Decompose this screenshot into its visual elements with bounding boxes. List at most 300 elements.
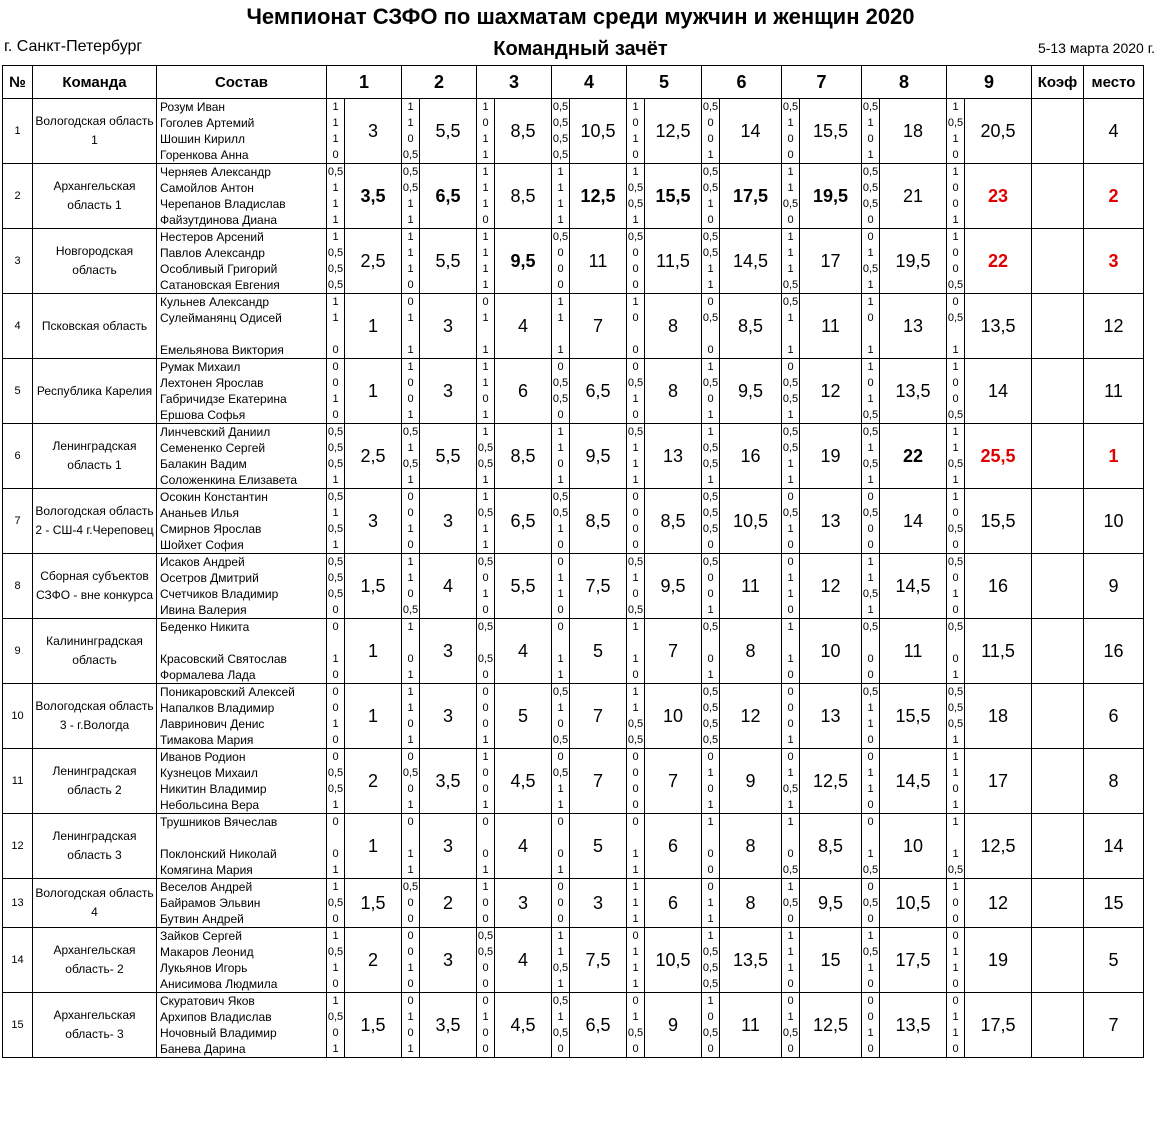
game-result: 1 bbox=[862, 245, 880, 261]
team-number: 15 bbox=[3, 993, 33, 1058]
game-result: 0 bbox=[477, 911, 495, 928]
game-result: 1 bbox=[552, 212, 570, 229]
game-result: 0,5 bbox=[862, 897, 879, 909]
game-result: 1 bbox=[947, 489, 965, 506]
game-result: 0,5 bbox=[947, 312, 964, 324]
player-name: Напалков Владимир bbox=[157, 700, 327, 716]
game-result: 0 bbox=[402, 814, 420, 831]
round-score: 10,5 bbox=[645, 928, 702, 993]
game-result: 0 bbox=[947, 147, 965, 164]
game-result: 1 bbox=[782, 229, 800, 246]
game-result: 0 bbox=[702, 570, 720, 586]
game-result: 0 bbox=[862, 212, 880, 229]
game-result: 0,5 bbox=[862, 407, 880, 424]
game-result bbox=[327, 635, 345, 651]
game-result: 0 bbox=[627, 115, 645, 131]
game-result bbox=[552, 635, 570, 651]
game-result: 1 bbox=[782, 310, 800, 326]
game-result: 0 bbox=[947, 781, 965, 797]
game-result: 0,5 bbox=[327, 277, 345, 294]
game-result: 0 bbox=[627, 147, 645, 164]
round-score: 19 bbox=[965, 928, 1032, 993]
game-result: 0 bbox=[552, 619, 570, 636]
game-result: 0,5 bbox=[702, 554, 720, 571]
game-result: 0 bbox=[947, 505, 965, 521]
team-number: 8 bbox=[3, 554, 33, 619]
game-result: 1 bbox=[627, 911, 645, 928]
game-result: 1 bbox=[327, 716, 345, 732]
game-result: 1 bbox=[402, 229, 420, 246]
game-result: 1 bbox=[552, 651, 570, 667]
coef-cell bbox=[1032, 749, 1084, 814]
round-score: 13 bbox=[880, 294, 947, 359]
game-result: 0,5 bbox=[702, 946, 719, 958]
player-name: Черняев Александр bbox=[157, 164, 327, 181]
team-place: 15 bbox=[1084, 879, 1144, 928]
game-result: 0 bbox=[402, 944, 420, 960]
game-result: 1 bbox=[477, 261, 495, 277]
game-result: 0 bbox=[862, 814, 880, 831]
game-result: 1 bbox=[402, 862, 420, 879]
round-score: 9 bbox=[720, 749, 782, 814]
game-result: 0 bbox=[402, 716, 420, 732]
game-result: 1 bbox=[477, 164, 495, 181]
game-result: 1 bbox=[477, 229, 495, 246]
game-result: 0 bbox=[552, 277, 570, 294]
game-result: 0,5 bbox=[947, 523, 964, 535]
round-score: 8 bbox=[720, 619, 782, 684]
game-result: 0 bbox=[552, 554, 570, 571]
game-result: 0 bbox=[627, 797, 645, 814]
game-result: 0 bbox=[627, 765, 645, 781]
game-result: 0,5 bbox=[627, 229, 645, 246]
player-name: Кульнев Александр bbox=[157, 294, 327, 311]
team-row bbox=[3, 359, 1144, 376]
player-name: Скуратович Яков bbox=[157, 993, 327, 1010]
col-team: Команда bbox=[33, 66, 157, 99]
player-name: Банева Дарина bbox=[157, 1041, 327, 1058]
coef-cell bbox=[1032, 294, 1084, 359]
game-result: 1 bbox=[702, 277, 720, 294]
game-result: 0 bbox=[627, 928, 645, 945]
game-result: 1 bbox=[327, 651, 345, 667]
game-result: 0 bbox=[327, 359, 345, 376]
game-result: 0 bbox=[327, 976, 345, 993]
game-result: 1 bbox=[477, 310, 495, 326]
game-result: 1 bbox=[627, 976, 645, 993]
game-result: 0 bbox=[327, 1025, 345, 1041]
round-score: 16 bbox=[965, 554, 1032, 619]
game-result: 1 bbox=[552, 700, 570, 716]
game-result: 1 bbox=[477, 277, 495, 294]
round-score: 3 bbox=[420, 489, 477, 554]
round-score: 11,5 bbox=[645, 229, 702, 294]
coef-cell bbox=[1032, 424, 1084, 489]
game-result: 0,5 bbox=[627, 1027, 644, 1039]
round-score: 12,5 bbox=[570, 164, 627, 229]
player-name: Ершова Софья bbox=[157, 407, 327, 424]
game-result: 1 bbox=[947, 212, 965, 229]
game-result: 0,5 bbox=[862, 164, 880, 181]
round-score: 19,5 bbox=[880, 229, 947, 294]
game-result: 1 bbox=[947, 765, 965, 781]
player-name: Шошин Кирилл bbox=[157, 131, 327, 147]
game-result: 0 bbox=[402, 928, 420, 945]
game-result: 1 bbox=[327, 131, 345, 147]
team-place: 6 bbox=[1084, 684, 1144, 749]
game-result: 0 bbox=[862, 749, 880, 766]
game-result: 0 bbox=[862, 131, 880, 147]
round-score: 6,5 bbox=[570, 359, 627, 424]
game-result: 0 bbox=[327, 147, 345, 164]
game-result: 0,5 bbox=[552, 1027, 569, 1039]
game-result: 1 bbox=[702, 261, 720, 277]
game-result: 0 bbox=[402, 131, 420, 147]
round-score: 13,5 bbox=[965, 294, 1032, 359]
coef-cell bbox=[1032, 359, 1084, 424]
game-result: 1 bbox=[327, 928, 345, 945]
game-result: 0,5 bbox=[327, 424, 345, 441]
player-name: Архипов Владислав bbox=[157, 1009, 327, 1025]
player-name: Гоголев Артемий bbox=[157, 115, 327, 131]
game-result: 0,5 bbox=[327, 247, 344, 259]
game-result: 1 bbox=[862, 277, 880, 294]
team-name: Вологодская область 1 bbox=[33, 99, 157, 164]
round-score: 11,5 bbox=[965, 619, 1032, 684]
player-name: Ночовный Владимир bbox=[157, 1025, 327, 1041]
game-result: 0,5 bbox=[327, 946, 344, 958]
game-result: 0 bbox=[782, 554, 800, 571]
round-score: 14 bbox=[965, 359, 1032, 424]
game-result: 1 bbox=[552, 667, 570, 684]
coef-cell bbox=[1032, 619, 1084, 684]
game-result: 0,5 bbox=[552, 393, 569, 405]
round-score: 13 bbox=[800, 489, 862, 554]
game-result: 0,5 bbox=[702, 1027, 719, 1039]
game-result: 0,5 bbox=[862, 946, 879, 958]
player-name: Семененко Сергей bbox=[157, 440, 327, 456]
game-result: 0,5 bbox=[862, 684, 880, 701]
round-score: 21 bbox=[880, 164, 947, 229]
team-row bbox=[3, 814, 1144, 831]
game-result: 0,5 bbox=[782, 507, 799, 519]
round-score: 3 bbox=[420, 294, 477, 359]
game-result: 0,5 bbox=[782, 783, 799, 795]
team-place: 12 bbox=[1084, 294, 1144, 359]
game-result: 0 bbox=[862, 667, 880, 684]
game-result: 1 bbox=[702, 993, 720, 1010]
team-number: 7 bbox=[3, 489, 33, 554]
game-result: 1 bbox=[702, 424, 720, 441]
game-result: 0,5 bbox=[702, 702, 719, 714]
team-name: Республика Карелия bbox=[33, 359, 157, 424]
round-score: 12,5 bbox=[645, 99, 702, 164]
game-result: 1 bbox=[402, 472, 420, 489]
player-name: Трушников Вячеслав bbox=[157, 814, 327, 831]
game-result: 0 bbox=[627, 586, 645, 602]
game-result: 0 bbox=[552, 1041, 570, 1058]
team-name: Ленинградская область 1 bbox=[33, 424, 157, 489]
game-result: 0 bbox=[477, 212, 495, 229]
game-result: 0 bbox=[627, 261, 645, 277]
round-score: 5,5 bbox=[420, 99, 477, 164]
game-result: 1 bbox=[782, 960, 800, 976]
round-score: 9,5 bbox=[800, 879, 862, 928]
game-result: 1 bbox=[402, 196, 420, 212]
game-result: 1 bbox=[702, 407, 720, 424]
game-result: 0,5 bbox=[862, 588, 879, 600]
coef-cell bbox=[1032, 164, 1084, 229]
game-result: 0,5 bbox=[862, 263, 879, 275]
game-result: 0 bbox=[782, 212, 800, 229]
game-result: 0 bbox=[782, 359, 800, 376]
game-result: 0 bbox=[627, 521, 645, 537]
round-score: 6,5 bbox=[495, 489, 552, 554]
game-result: 0,5 bbox=[702, 229, 720, 246]
game-result: 0 bbox=[702, 342, 720, 359]
game-result: 0 bbox=[477, 895, 495, 911]
game-result: 1 bbox=[477, 359, 495, 376]
game-result: 1 bbox=[947, 1009, 965, 1025]
game-result: 0 bbox=[782, 976, 800, 993]
game-result: 1 bbox=[947, 440, 965, 456]
game-result: 0,5 bbox=[782, 99, 800, 116]
game-result: 0,5 bbox=[702, 523, 719, 535]
player-name: Поникаровский Алексей bbox=[157, 684, 327, 701]
game-result: 0 bbox=[327, 684, 345, 701]
game-result: 0,5 bbox=[627, 602, 645, 619]
round-score: 12 bbox=[965, 879, 1032, 928]
game-result bbox=[477, 635, 495, 651]
round-score: 8,5 bbox=[495, 99, 552, 164]
game-result: 0,5 bbox=[702, 312, 719, 324]
game-result: 0,5 bbox=[402, 879, 420, 896]
round-score: 12 bbox=[720, 684, 782, 749]
game-result: 0,5 bbox=[402, 164, 420, 181]
game-result: 1 bbox=[477, 489, 495, 506]
game-result: 0,5 bbox=[477, 458, 494, 470]
page-title: Чемпионат СЗФО по шахматам среди мужчин и женщин 2020 bbox=[246, 4, 915, 29]
coef-cell bbox=[1032, 489, 1084, 554]
game-result: 1 bbox=[402, 115, 420, 131]
game-result: 0 bbox=[402, 586, 420, 602]
game-result bbox=[702, 326, 720, 342]
game-result: 0 bbox=[702, 212, 720, 229]
round-score: 18 bbox=[965, 684, 1032, 749]
team-number: 6 bbox=[3, 424, 33, 489]
player-name: Балакин Вадим bbox=[157, 456, 327, 472]
round-score: 13 bbox=[800, 684, 862, 749]
game-result: 0 bbox=[402, 294, 420, 311]
game-result: 1 bbox=[862, 602, 880, 619]
game-result: 0,5 bbox=[552, 489, 570, 506]
team-row bbox=[3, 928, 1144, 945]
game-result: 1 bbox=[552, 797, 570, 814]
round-score: 6,5 bbox=[570, 993, 627, 1058]
round-score: 8,5 bbox=[495, 164, 552, 229]
player-name: Макаров Леонид bbox=[157, 944, 327, 960]
game-result: 1 bbox=[627, 131, 645, 147]
team-name: Псковская область bbox=[33, 294, 157, 359]
game-result: 1 bbox=[947, 879, 965, 896]
game-result: 0,5 bbox=[402, 767, 419, 779]
player-name: Осокин Константин bbox=[157, 489, 327, 506]
game-result: 1 bbox=[552, 521, 570, 537]
game-result: 1 bbox=[862, 1025, 880, 1041]
game-result: 0 bbox=[552, 602, 570, 619]
round-score: 11 bbox=[800, 294, 862, 359]
game-result: 1 bbox=[947, 960, 965, 976]
game-result: 0,5 bbox=[862, 862, 880, 879]
round-score: 3 bbox=[495, 879, 552, 928]
game-result: 1 bbox=[477, 99, 495, 116]
game-result: 0,5 bbox=[702, 442, 719, 454]
round-score: 1 bbox=[345, 684, 402, 749]
game-result: 0,5 bbox=[862, 182, 879, 194]
game-result: 1 bbox=[552, 570, 570, 586]
game-result: 0 bbox=[477, 976, 495, 993]
round-score: 8 bbox=[720, 879, 782, 928]
round-score: 10 bbox=[800, 619, 862, 684]
team-name: Архангельская область- 2 bbox=[33, 928, 157, 993]
round-score: 11 bbox=[720, 554, 782, 619]
game-result: 1 bbox=[552, 976, 570, 993]
round-score: 7 bbox=[570, 684, 627, 749]
round-score: 14,5 bbox=[880, 749, 947, 814]
game-result: 0,5 bbox=[947, 684, 965, 701]
game-result: 1 bbox=[627, 684, 645, 701]
round-score: 10 bbox=[645, 684, 702, 749]
game-result: 0 bbox=[477, 716, 495, 732]
game-result: 1 bbox=[477, 472, 495, 489]
game-result: 1 bbox=[782, 732, 800, 749]
game-result: 0 bbox=[947, 196, 965, 212]
game-result bbox=[702, 635, 720, 651]
game-result: 0,5 bbox=[552, 133, 569, 145]
game-result bbox=[327, 326, 345, 342]
game-result: 0 bbox=[862, 797, 880, 814]
game-result: 0,5 bbox=[862, 507, 879, 519]
game-result: 0 bbox=[402, 976, 420, 993]
game-result: 0,5 bbox=[552, 377, 569, 389]
round-score: 18 bbox=[880, 99, 947, 164]
game-result: 0,5 bbox=[862, 424, 880, 441]
game-result: 0 bbox=[782, 147, 800, 164]
game-result: 1 bbox=[477, 245, 495, 261]
round-score: 17,5 bbox=[880, 928, 947, 993]
game-result: 0,5 bbox=[782, 424, 800, 441]
game-result: 0,5 bbox=[552, 684, 570, 701]
game-result: 1 bbox=[947, 359, 965, 376]
game-result: 0 bbox=[947, 1041, 965, 1058]
round-score: 4 bbox=[420, 554, 477, 619]
game-result: 0 bbox=[627, 342, 645, 359]
game-result: 1 bbox=[552, 342, 570, 359]
game-result: 1 bbox=[947, 131, 965, 147]
game-result: 0 bbox=[862, 993, 880, 1010]
game-result: 0 bbox=[862, 732, 880, 749]
game-result: 0,5 bbox=[552, 229, 570, 246]
game-result: 1 bbox=[782, 944, 800, 960]
game-result: 1 bbox=[477, 586, 495, 602]
game-result: 0 bbox=[702, 749, 720, 766]
round-score: 19 bbox=[800, 424, 862, 489]
game-result: 0 bbox=[782, 667, 800, 684]
game-result bbox=[947, 326, 965, 342]
round-score: 8,5 bbox=[495, 424, 552, 489]
game-result: 1 bbox=[402, 554, 420, 571]
game-result: 0,5 bbox=[782, 442, 799, 454]
game-result: 1 bbox=[327, 115, 345, 131]
game-result: 0 bbox=[947, 976, 965, 993]
game-result: 0 bbox=[947, 294, 965, 311]
team-row bbox=[3, 554, 1144, 571]
game-result bbox=[782, 830, 800, 846]
game-result: 0 bbox=[477, 684, 495, 701]
round-score: 7 bbox=[645, 619, 702, 684]
game-result: 1 bbox=[477, 732, 495, 749]
col-round-1: 1 bbox=[327, 66, 402, 99]
game-result: 1 bbox=[552, 196, 570, 212]
game-result: 0 bbox=[862, 310, 880, 326]
game-result: 0 bbox=[782, 716, 800, 732]
col-coef: Коэф bbox=[1032, 66, 1084, 99]
game-result: 1 bbox=[947, 229, 965, 246]
game-result: 0 bbox=[402, 911, 420, 928]
player-name: Емельянова Виктория bbox=[157, 342, 327, 359]
coef-cell bbox=[1032, 99, 1084, 164]
game-result: 0 bbox=[327, 700, 345, 716]
game-result: 1 bbox=[702, 765, 720, 781]
player-name: Смирнов Ярослав bbox=[157, 521, 327, 537]
game-result: 0,5 bbox=[702, 489, 720, 506]
game-result: 0,5 bbox=[327, 554, 345, 571]
game-result: 0 bbox=[477, 993, 495, 1010]
game-result: 0,5 bbox=[702, 976, 720, 993]
col-round-3: 3 bbox=[477, 66, 552, 99]
team-place: 10 bbox=[1084, 489, 1144, 554]
player-name: Линчевский Даниил bbox=[157, 424, 327, 441]
game-result: 0,5 bbox=[947, 702, 964, 714]
team-place: 3 bbox=[1084, 229, 1144, 294]
game-result: 0,5 bbox=[782, 862, 800, 879]
round-score: 15,5 bbox=[645, 164, 702, 229]
game-result: 1 bbox=[627, 212, 645, 229]
game-result: 1 bbox=[402, 212, 420, 229]
game-result: 0 bbox=[477, 391, 495, 407]
game-result: 1 bbox=[477, 521, 495, 537]
round-score: 13 bbox=[645, 424, 702, 489]
game-result bbox=[402, 326, 420, 342]
game-result: 0,5 bbox=[477, 653, 494, 665]
game-result: 0,5 bbox=[702, 507, 719, 519]
game-result: 0 bbox=[782, 1041, 800, 1058]
team-number: 10 bbox=[3, 684, 33, 749]
player-name: Особливый Григорий bbox=[157, 261, 327, 277]
player-name: Габричидзе Екатерина bbox=[157, 391, 327, 407]
game-result: 1 bbox=[862, 342, 880, 359]
game-result: 1 bbox=[477, 749, 495, 766]
team-row bbox=[3, 164, 1144, 181]
team-place: 9 bbox=[1084, 554, 1144, 619]
game-result: 0 bbox=[702, 1041, 720, 1058]
round-score: 17,5 bbox=[720, 164, 782, 229]
player-name: Счетчиков Владимир bbox=[157, 586, 327, 602]
team-place: 14 bbox=[1084, 814, 1144, 879]
game-result: 0,5 bbox=[947, 277, 965, 294]
game-result: 1 bbox=[947, 1025, 965, 1041]
game-result: 0 bbox=[782, 749, 800, 766]
